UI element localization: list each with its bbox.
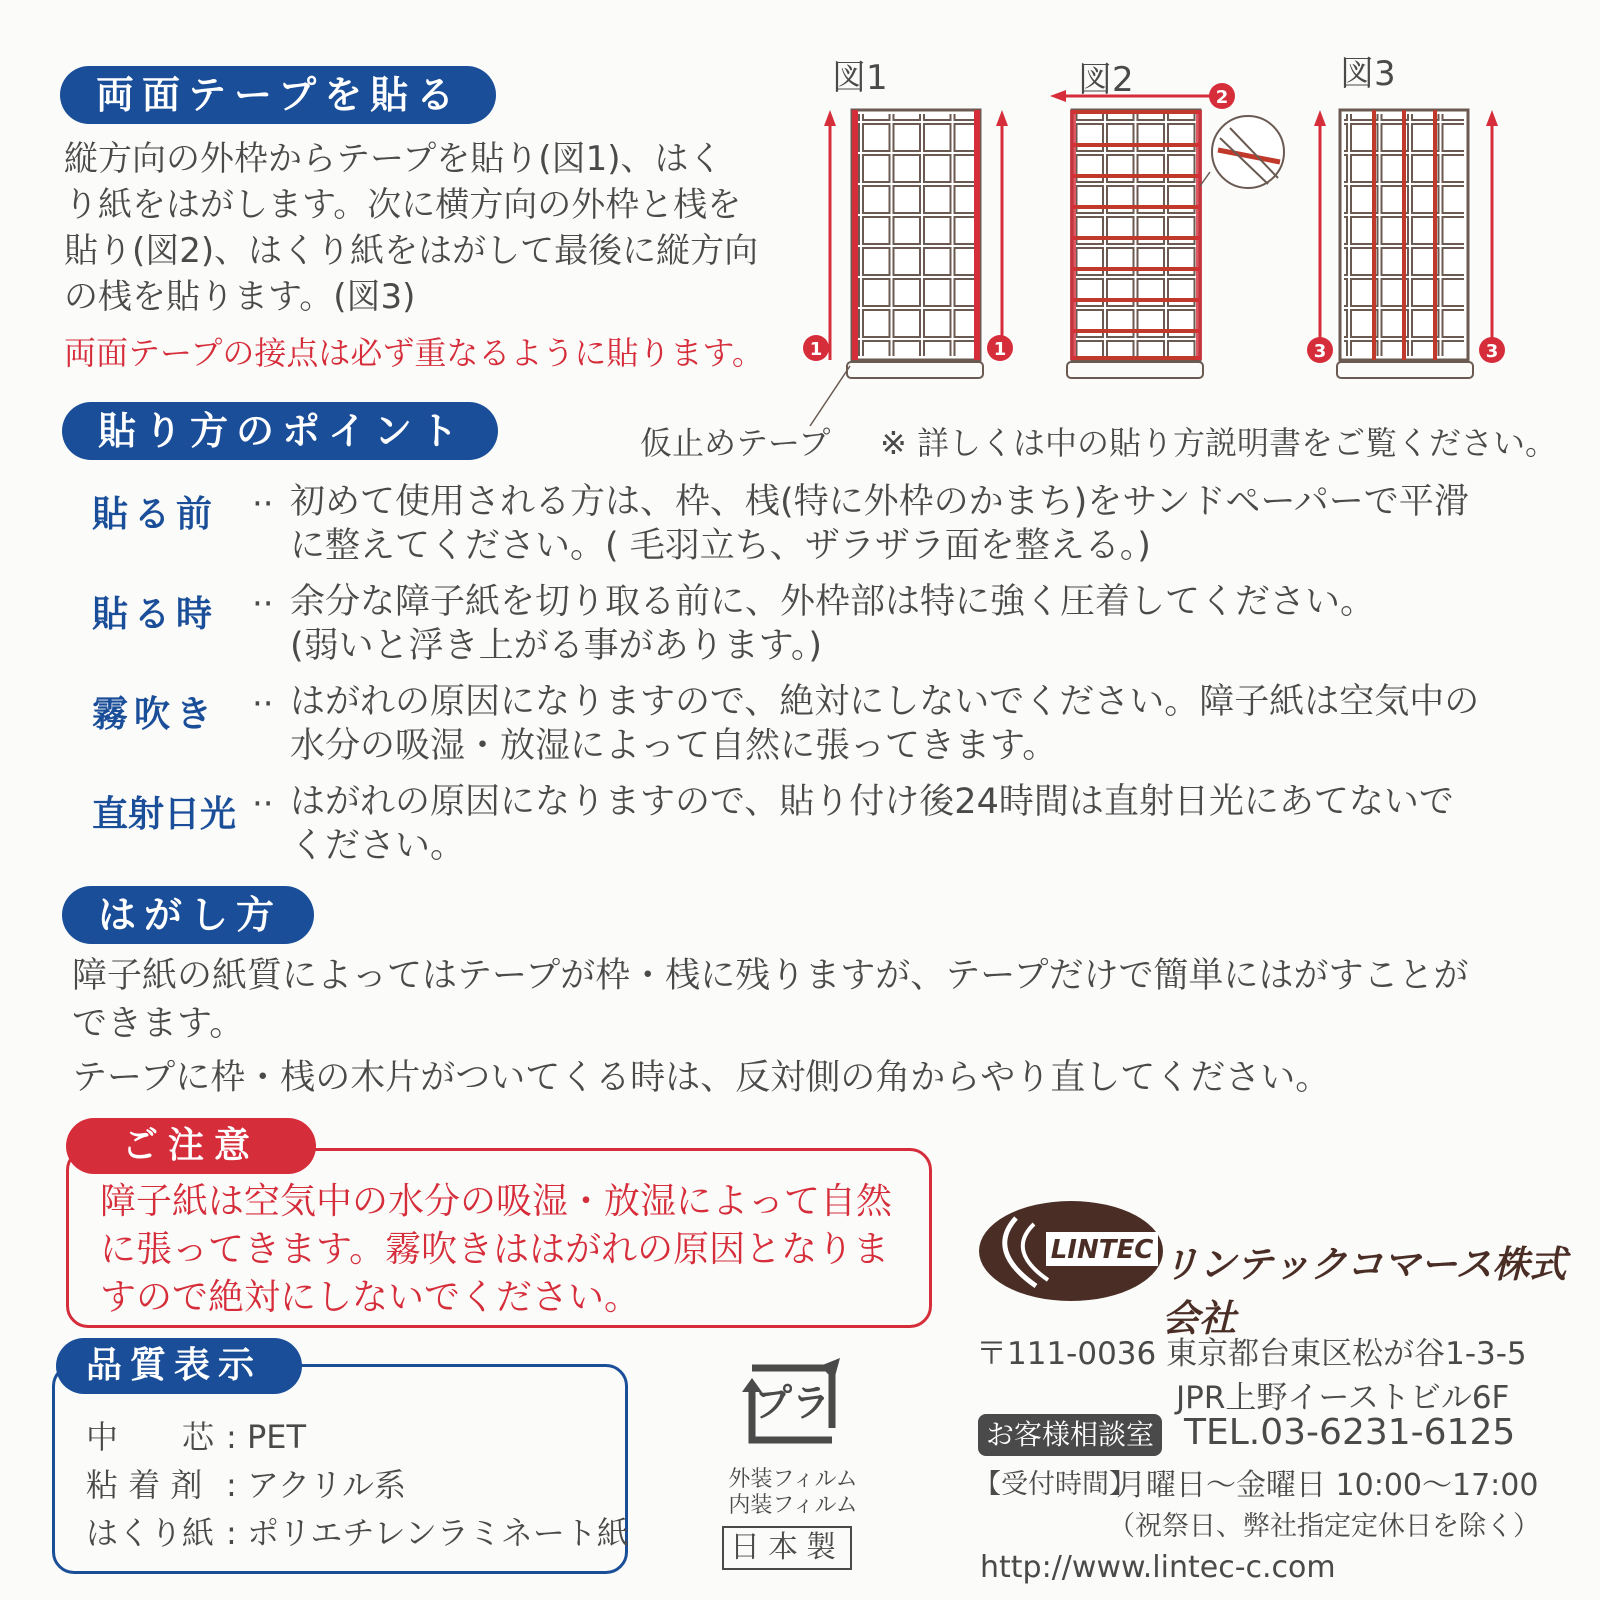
point-label-during: 貼る時 — [92, 594, 219, 635]
point-text-mist — [290, 680, 1520, 768]
quality-label: はくり紙 — [86, 1514, 215, 1552]
point-line: 余分な障子紙を切り取る前に、外枠部は特に強く圧着してください。 — [290, 582, 1376, 622]
section-heading-points: 貼り方のポイント — [62, 402, 498, 460]
point-line: に整えてください。( 毛羽立ち、ザラザラ面を整える。) — [290, 526, 1151, 566]
pla-mark-text: プラ — [753, 1381, 831, 1425]
quality-row-core — [86, 1412, 306, 1458]
section-heading-apply-tape: 両面テープを貼る — [60, 66, 496, 124]
section-heading-remove: はがし方 — [62, 886, 314, 944]
postal-address: 〒111-0036 東京都台東区松が谷1-3-5 — [976, 1336, 1527, 1372]
caution-heading: ご注意 — [66, 1118, 316, 1174]
company-name: リンテックコマース株式会社 — [1162, 1243, 1567, 1340]
logo-text: LINTEC — [1050, 1235, 1154, 1265]
shoji-diagrams — [800, 60, 1600, 460]
temp-tape-label: 仮止めテープ — [640, 424, 831, 462]
point-label-sunlight: 直射日光 — [92, 794, 237, 835]
lintec-logo-icon — [976, 1196, 1166, 1306]
point-text-during — [290, 580, 1520, 668]
company-url[interactable]: http://www.lintec-c.com — [980, 1550, 1336, 1585]
caution-text — [100, 1178, 920, 1322]
quality-row-liner — [86, 1508, 629, 1554]
remove-line: できます。 — [72, 1004, 245, 1044]
remove-line: テープに枠・桟の木片がついてくる時は、反対側の角からやり直してください。 — [72, 1058, 1331, 1098]
step-3-badge-left: 3 — [1313, 341, 1327, 362]
apply-line: 縦方向の外枠からテープを貼り(図1)、はく — [64, 139, 723, 179]
quality-row-adhesive — [86, 1460, 406, 1506]
quality-value: : PET — [226, 1418, 307, 1456]
point-line: (弱いと浮き上がる事があります。) — [290, 626, 823, 666]
figure-1 — [803, 110, 1013, 426]
quality-value: : ポリエチレンラミネート紙 — [226, 1514, 629, 1552]
point-line: 初めて使用される方は、枠、桟(特に外枠のかまち)をサンドペーパーで平滑 — [290, 482, 1469, 522]
pla-caption-outer: 外装フィルム — [728, 1467, 858, 1492]
apply-line: の桟を貼ります。(図3) — [64, 277, 416, 317]
figure-2 — [1050, 83, 1284, 378]
tel-number: TEL.03-6231-6125 — [1184, 1412, 1516, 1453]
fig1-label: 図1 — [832, 58, 888, 98]
building-address: JPR上野イーストビル6F — [1176, 1380, 1510, 1416]
caution-line: 障子紙は空気中の水分の吸湿・放湿によって自然 — [100, 1181, 893, 1222]
pla-caption-inner: 内装フィルム — [728, 1493, 858, 1518]
consult-badge: お客様相談室 — [978, 1414, 1162, 1456]
caution-line: すので絶対にしないでください。 — [100, 1277, 641, 1318]
pla-recycle-icon — [722, 1348, 862, 1458]
step-1-badge-right: 1 — [993, 339, 1007, 360]
remove-instructions — [72, 952, 1572, 1102]
figure-3 — [1307, 110, 1505, 378]
point-line: はがれの原因になりますので、貼り付け後24時間は直射日光にあてないで — [290, 782, 1454, 822]
caution-line: に張ってきます。霧吹きははがれの原因となりま — [100, 1229, 890, 1270]
fig2-label: 図2 — [1078, 60, 1134, 100]
quality-heading: 品質表示 — [56, 1338, 302, 1394]
step-3-badge-right: 3 — [1485, 341, 1499, 362]
apply-note: 両面テープの接点は必ず重なるように貼ります。 — [64, 334, 764, 372]
point-separator: ·· — [252, 484, 274, 524]
holidays-text: （祝祭日、弊社指定定休日を除く） — [1108, 1511, 1540, 1542]
hours-text: 月曜日～金曜日 10:00～17:00 — [1116, 1468, 1539, 1503]
point-separator: ·· — [252, 684, 274, 724]
step-1-badge-left: 1 — [809, 339, 823, 360]
quality-value: : アクリル系 — [226, 1466, 406, 1504]
point-text-before — [290, 480, 1520, 568]
point-separator: ·· — [252, 784, 274, 824]
see-manual-note: ※ 詳しくは中の貼り方説明書をご覧ください。 — [880, 424, 1557, 462]
quality-label: 粘 着 剤 — [86, 1466, 203, 1504]
point-line: はがれの原因になりますので、絶対にしないでください。障子紙は空気中の — [290, 682, 1480, 722]
step-2-badge: 2 — [1215, 87, 1229, 108]
point-separator: ·· — [252, 584, 274, 624]
quality-label: 中 芯 — [86, 1418, 215, 1456]
hours-label: 【受付時間】 — [974, 1469, 1136, 1500]
apply-instructions — [64, 136, 784, 320]
point-text-sunlight — [290, 780, 1520, 868]
point-line: ください。 — [290, 826, 466, 866]
fig3-label: 図3 — [1340, 54, 1396, 94]
apply-line: 貼り(図2)、はくり紙をはがして最後に縦方向 — [64, 231, 759, 271]
made-in-japan: 日本製 — [722, 1526, 852, 1570]
apply-line: り紙をはがします。次に横方向の外枠と桟を — [64, 185, 742, 225]
point-label-mist: 霧吹き — [92, 694, 219, 735]
remove-line: 障子紙の紙質によってはテープが枠・桟に残りますが、テープだけで簡単にはがすことが — [72, 956, 1469, 996]
point-line: 水分の吸湿・放湿によって自然に張ってきます。 — [290, 726, 1058, 766]
point-label-before: 貼る前 — [92, 494, 219, 535]
